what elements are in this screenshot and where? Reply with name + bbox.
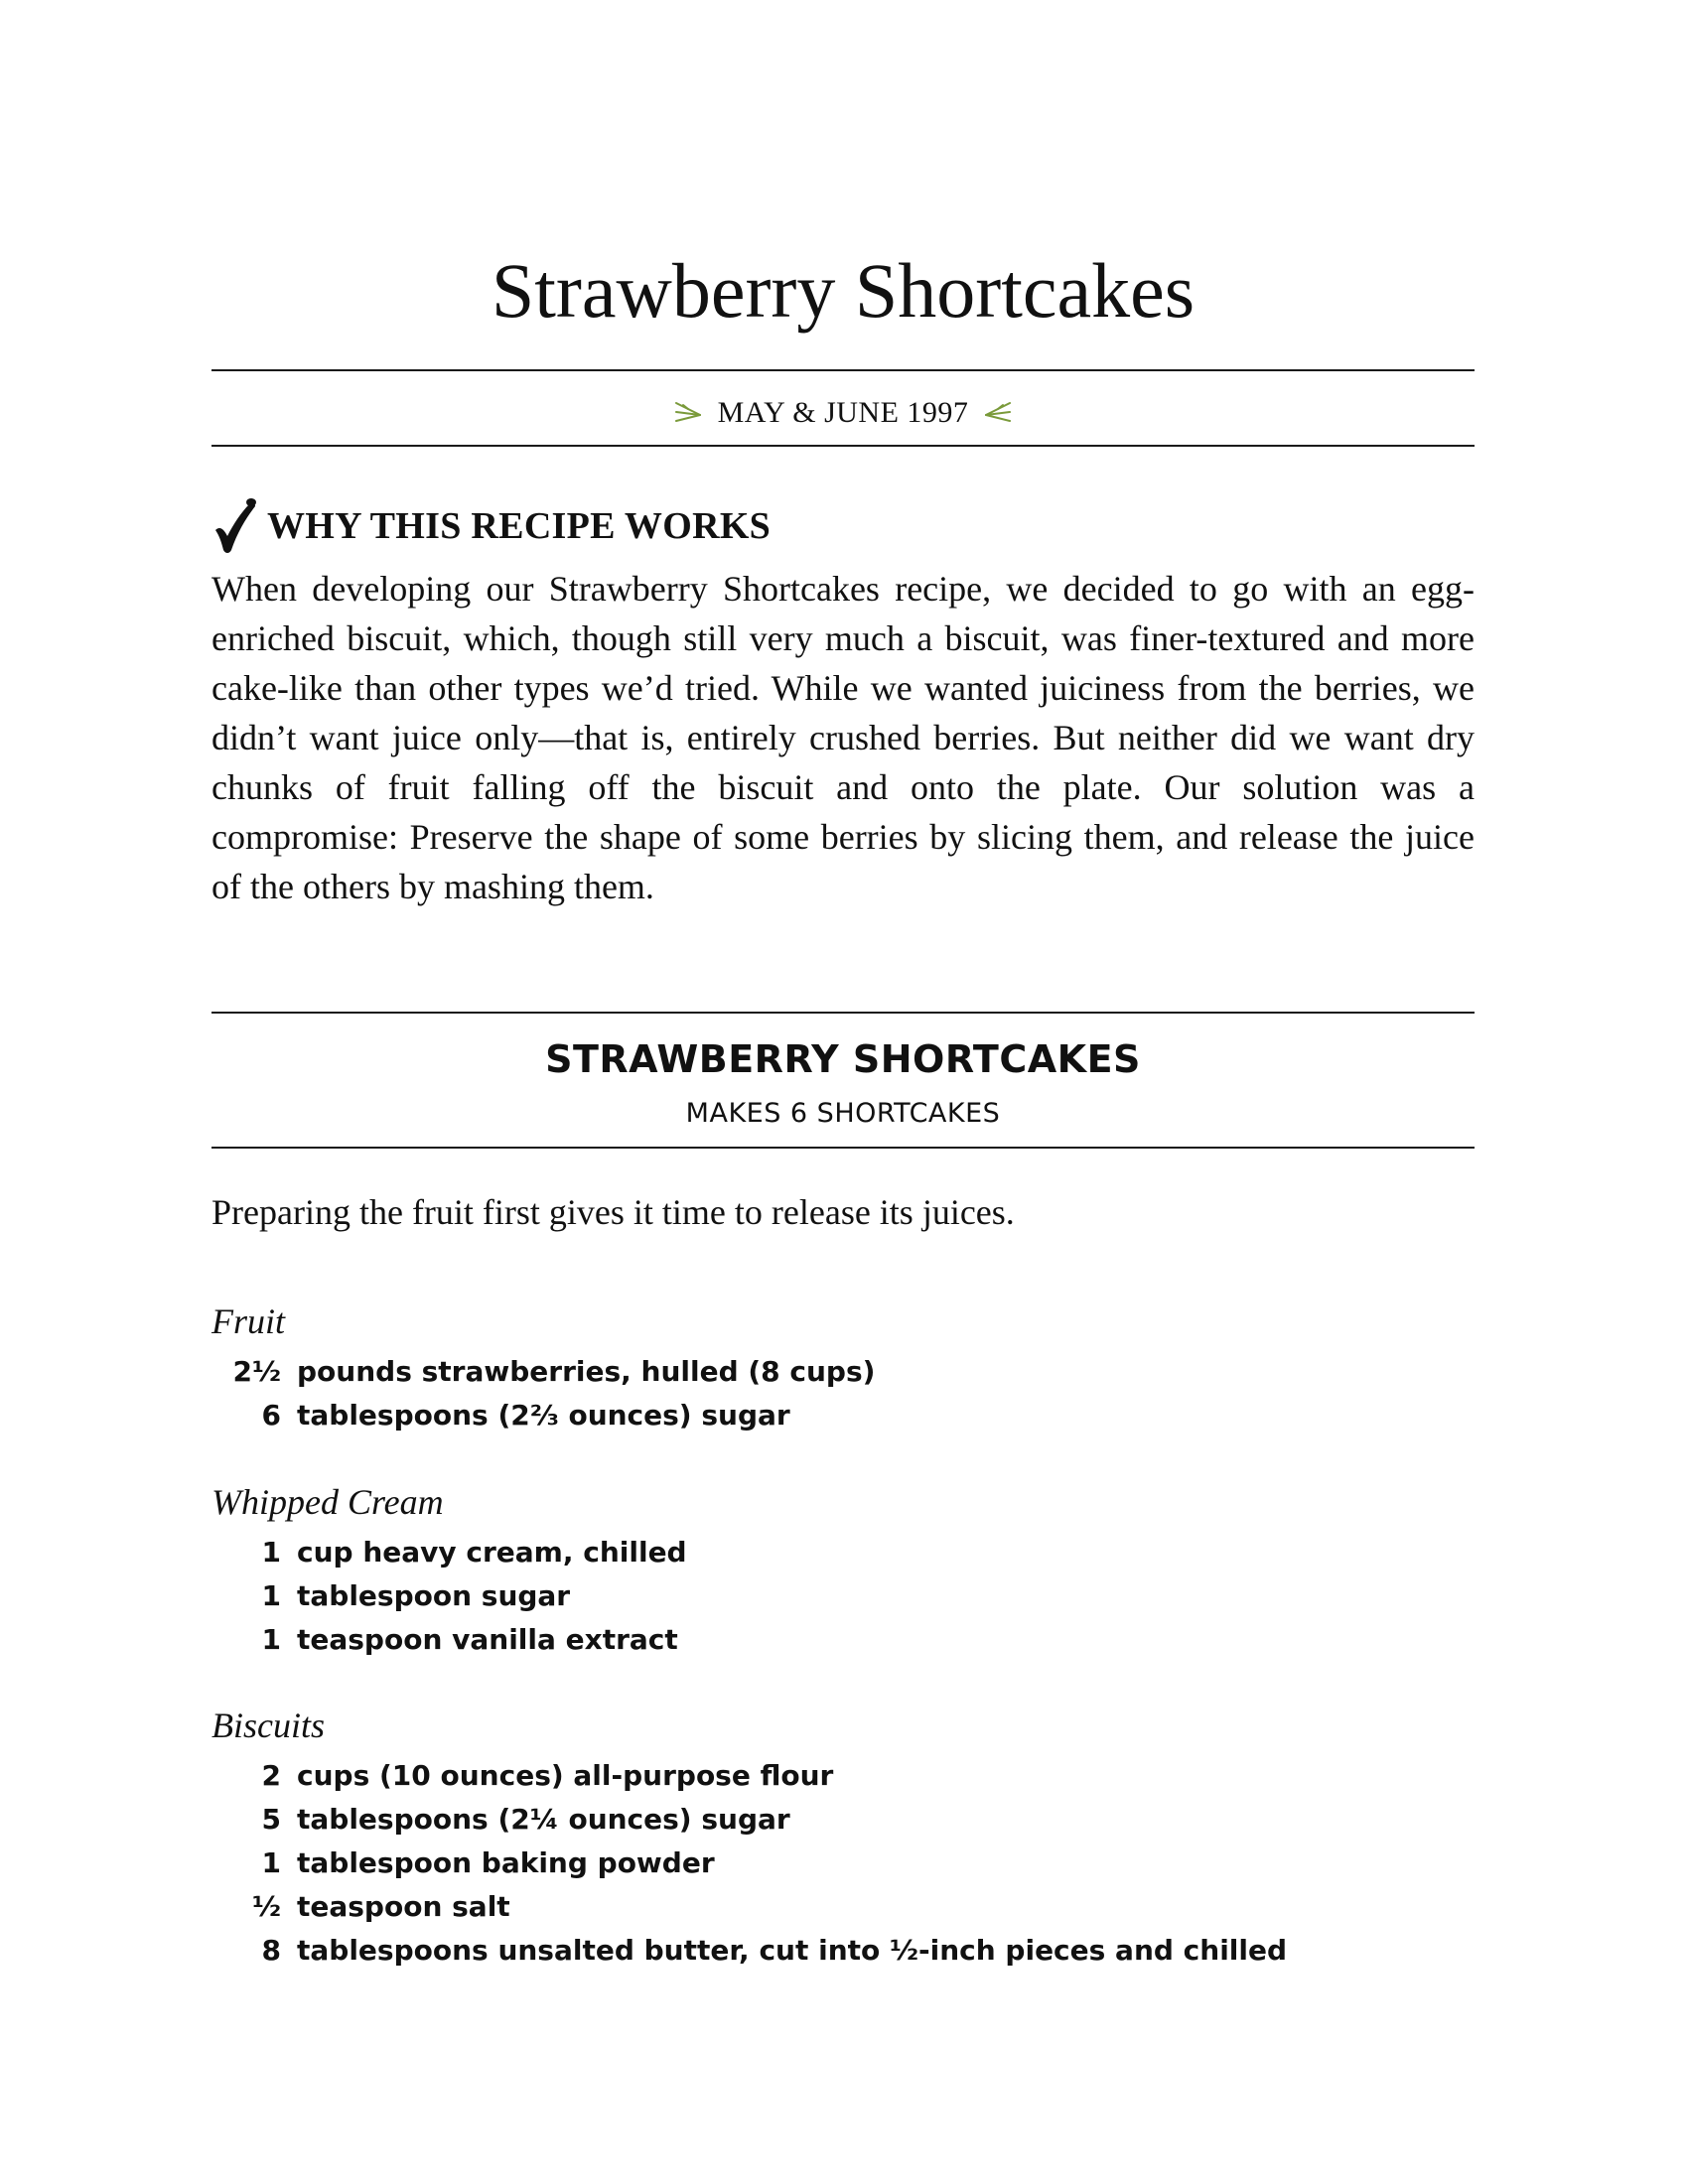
- ingredient-list: [211, 1350, 1475, 1437]
- divider-recipe-bottom: [211, 1147, 1475, 1149]
- ingredient-row: [211, 1929, 1475, 1973]
- divider-recipe-top: [211, 1012, 1475, 1014]
- why-body-text: When developing our Strawberry Shortcakes recipe, we decided to go with an egg-enriched biscuit, which, though still very much a biscuit, was finer-textured and more cake-like than other types we’d tried. While we wanted juiciness from the berries, we didn’t want juice only—that is, entirely crushed berries. But neither did we want dry chunks of fruit falling off the biscuit and onto the plate. Our solution was a compromise: Preserve the shape of some berries by slicing them, and release the juice of the others by mashing them.: [211, 569, 1475, 906]
- recipe-yield: MAKES 6 SHORTCAKES: [685, 1098, 1001, 1129]
- ingredient-group-fruit: [211, 1298, 1475, 1437]
- ingredient-row: [211, 1350, 1475, 1394]
- check-spoon-icon: [211, 496, 259, 556]
- ingredient-row: [211, 1798, 1475, 1842]
- ingredient-quantity: 1: [261, 1846, 281, 1879]
- ingredient-row: [211, 1842, 1475, 1885]
- ingredient-quantity: 8: [261, 1934, 281, 1967]
- ingredient-text: teaspoon salt: [297, 1890, 510, 1923]
- ingredient-quantity: 5: [261, 1803, 281, 1836]
- dateline: [211, 393, 1475, 433]
- ingredient-text: tablespoons unsalted butter, cut into ½-inch pieces and chilled: [297, 1934, 1288, 1967]
- ingredient-quantity: 6: [261, 1399, 281, 1432]
- ingredient-text: cups (10 ounces) all-purpose flour: [297, 1759, 834, 1792]
- ingredient-row: [211, 1618, 1475, 1662]
- why-section-heading: [211, 496, 771, 556]
- dateline-text: MAY & JUNE 1997: [717, 396, 969, 429]
- leaf-ornament-right-icon: [982, 399, 1012, 425]
- ingredient-text: cup heavy cream, chilled: [297, 1536, 687, 1569]
- ingredient-group-biscuits: [211, 1703, 1475, 1973]
- ingredient-text: tablespoon sugar: [297, 1579, 571, 1612]
- divider-below-dateline: [211, 445, 1475, 447]
- recipe-title: STRAWBERRY SHORTCAKES: [545, 1037, 1141, 1081]
- ingredient-text: tablespoons (2¼ ounces) sugar: [297, 1803, 790, 1836]
- ingredient-quantity: 1: [261, 1623, 281, 1656]
- ingredient-quantity: 2½: [232, 1355, 281, 1388]
- leaf-ornament-left-icon: [674, 399, 704, 425]
- ingredient-group-heading: Fruit: [211, 1301, 286, 1341]
- recipe-intro: Preparing the fruit first gives it time to release its juices.: [211, 1192, 1015, 1232]
- why-heading: WHY THIS RECIPE WORKS: [267, 505, 772, 547]
- ingredient-row: [211, 1885, 1475, 1929]
- ingredient-text: teaspoon vanilla extract: [297, 1623, 678, 1656]
- ingredient-quantity: 2: [261, 1759, 281, 1792]
- ingredient-quantity: ½: [252, 1890, 281, 1923]
- ingredient-list: [211, 1754, 1475, 1973]
- ingredient-row: [211, 1394, 1475, 1437]
- ingredient-text: tablespoon baking powder: [297, 1846, 715, 1879]
- ingredient-group-whipped-cream: [211, 1479, 1475, 1662]
- ingredient-row: [211, 1754, 1475, 1798]
- ingredient-row: [211, 1574, 1475, 1618]
- ingredient-list: [211, 1531, 1475, 1662]
- ingredient-text: tablespoons (2⅔ ounces) sugar: [297, 1399, 790, 1432]
- divider-top: [211, 369, 1475, 371]
- ingredient-row: [211, 1531, 1475, 1574]
- ingredient-text: pounds strawberries, hulled (8 cups): [297, 1355, 876, 1388]
- ingredient-quantity: 1: [261, 1536, 281, 1569]
- page-title: Strawberry Shortcakes: [491, 247, 1196, 334]
- ingredient-quantity: 1: [261, 1579, 281, 1612]
- ingredient-group-heading: Biscuits: [211, 1706, 325, 1745]
- ingredient-group-heading: Whipped Cream: [211, 1482, 444, 1522]
